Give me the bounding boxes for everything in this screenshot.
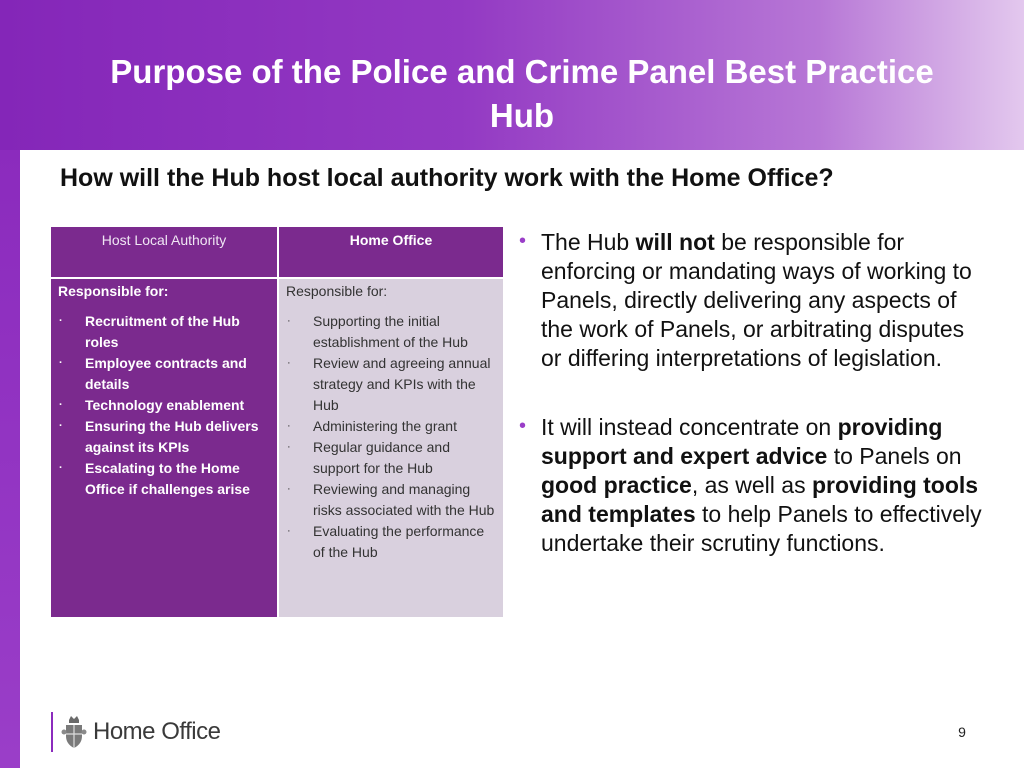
list-item [279, 353, 503, 416]
host-local-authority-heading: Host Local Authority [101, 232, 227, 248]
list-item-text: Evaluating the performance of the Hub [313, 523, 485, 560]
bullet-text-part: The Hub [541, 229, 636, 255]
bullet-bold-text: good practice [541, 472, 692, 498]
bullet-bold-text: providing support and expert advice [541, 414, 943, 469]
page-title [40, 50, 1004, 138]
title-line-2: Hub [489, 97, 555, 134]
bullet-icon: · [287, 357, 291, 369]
list-item [279, 311, 503, 353]
host-local-authority-header [51, 227, 277, 277]
bullet-icon: · [59, 462, 63, 474]
bullet-icon: · [287, 525, 291, 537]
bullet-will-not [519, 228, 989, 373]
ho-responsible-label: Responsible for: [286, 283, 388, 299]
bullet-text-part: to Panels on [827, 443, 962, 469]
list-item-text: Ensuring the Hub delivers against its KPIs [85, 418, 259, 455]
list-item-text: Recruitment of the Hub roles [85, 313, 240, 350]
bullet-dot-icon: • [519, 230, 527, 252]
list-item-text: Regular guidance and support for the Hub [313, 439, 450, 476]
bullet-icon: · [59, 315, 63, 327]
bullet-icon: · [287, 441, 291, 453]
bullet-icon: · [59, 399, 63, 411]
summary-bullets [519, 228, 989, 558]
bullet-icon: · [287, 420, 291, 432]
logo-text: Home Office [93, 718, 221, 745]
list-item [279, 416, 503, 437]
royal-crest-icon [61, 714, 87, 750]
list-item-text: Escalating to the Home Office if challenges arise [85, 460, 250, 497]
hla-responsibility-list [51, 311, 277, 500]
bullet-text-part: It will instead concentrate on [541, 414, 838, 440]
bullet-bold-text: providing tools and templates [541, 472, 979, 527]
home-office-header [279, 227, 503, 277]
page-number: 9 [958, 724, 966, 740]
hla-responsible-label: Responsible for: [58, 283, 169, 299]
home-office-logo [51, 712, 220, 752]
list-item [51, 416, 277, 458]
list-item-text: Supporting the initial establishment of the Hub [313, 313, 468, 350]
list-item [279, 479, 503, 521]
bullet-dot-icon: • [519, 415, 527, 437]
bullet-icon: · [59, 420, 63, 432]
host-local-authority-column [51, 279, 277, 617]
list-item [279, 521, 503, 563]
bullet-icon: · [59, 357, 63, 369]
list-item-text: Reviewing and managing risks associated with the Hub [313, 481, 495, 518]
bullet-bold-text: will not [635, 229, 715, 255]
list-item-text: Technology enablement [85, 397, 245, 413]
list-item [51, 311, 277, 353]
home-office-column [279, 279, 503, 617]
left-accent-bar [0, 150, 20, 768]
bullet-icon: · [287, 315, 291, 327]
bullet-text-part: , as well as [691, 472, 812, 498]
bullet-instead [519, 413, 989, 558]
page-subtitle: How will the Hub host local authority work with the Home Office? [60, 164, 834, 192]
list-item [51, 395, 277, 416]
title-line-1: Purpose of the Police and Crime Panel Best Practice [110, 53, 934, 90]
home-office-heading: Home Office [349, 232, 433, 248]
list-item [51, 458, 277, 500]
bullet-icon: · [287, 483, 291, 495]
bullet-text-part: be responsible for enforcing or mandating ways of working to Panels, directly delivering any aspects of the work of Panels, or arbitrating disputes or differing interpretations of legislation. [541, 229, 972, 371]
bullet-text-part: to help Panels to effectively undertake their scrutiny functions. [541, 501, 982, 556]
list-item [279, 437, 503, 479]
list-item [51, 353, 277, 395]
list-item-text: Administering the grant [313, 418, 457, 434]
list-item-text: Review and agreeing annual strategy and KPIs with the Hub [313, 355, 491, 413]
logo-divider [51, 712, 53, 752]
list-item-text: Employee contracts and details [85, 355, 247, 392]
ho-responsibility-list [279, 311, 503, 563]
responsibility-table [51, 227, 503, 617]
